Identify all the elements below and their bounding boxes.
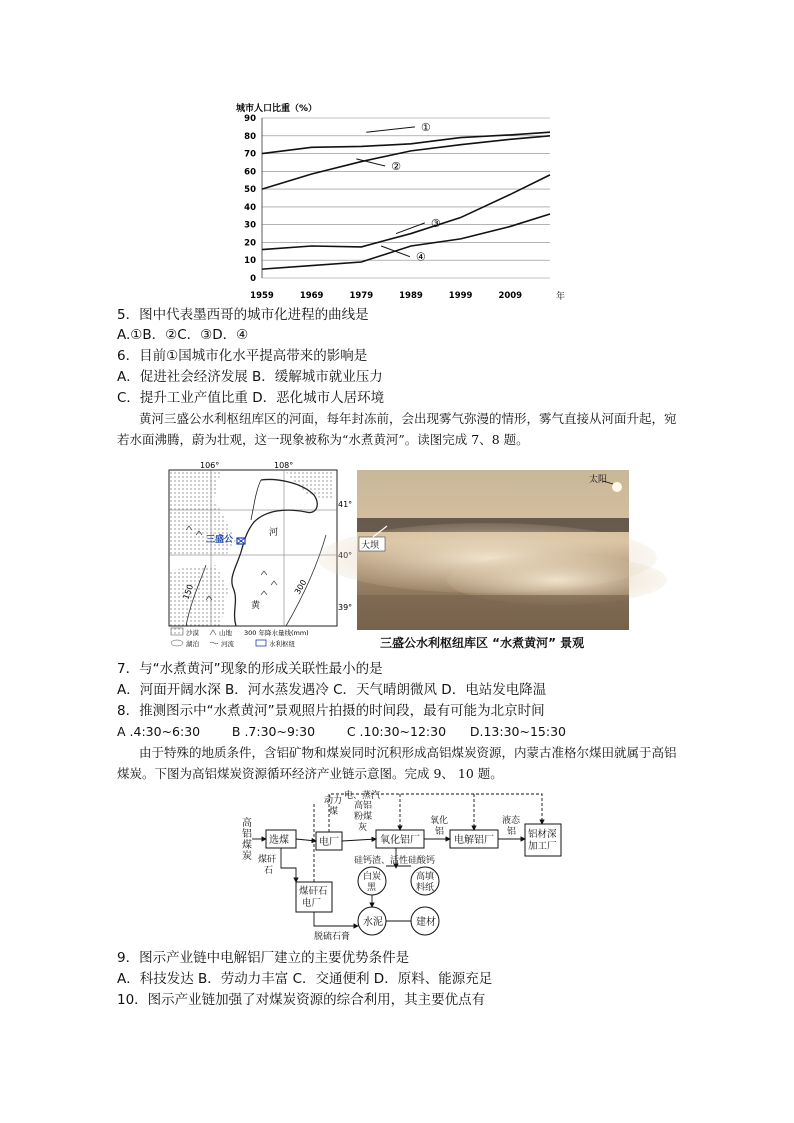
alumina-label: 氧化铝 <box>430 816 449 837</box>
gypsum-label: 脱硫石膏 <box>314 932 351 942</box>
y-tick-label: 70 <box>244 149 256 160</box>
svg-text:沙漠: 沙漠 <box>186 629 199 637</box>
steam-label: 电、蒸汽 <box>344 791 381 801</box>
q8-stem: 8．推测图示中“水煮黄河”景观照片拍摄的时间段，最有可能为北京时间 <box>117 703 545 719</box>
y-tick-label: 40 <box>244 202 256 213</box>
chart-ylabel: 城市人口比重（%） <box>236 104 318 114</box>
steaming-river-photo <box>357 470 629 630</box>
series-label: ③ <box>430 216 441 230</box>
y-tick-label: 90 <box>244 114 256 124</box>
photo-caption: 三盛公水利枢纽库区 “水煮黄河” 景观 <box>380 636 585 650</box>
svg-text:湖泊: 湖泊 <box>186 640 199 648</box>
series-line-3 <box>262 175 550 250</box>
x-tick-label: 1979 <box>349 291 374 301</box>
liquid-al-label: 液态铝 <box>502 816 521 837</box>
q5-options: A.①B．②C．③D．④ <box>117 327 249 343</box>
y-tick-label: 60 <box>244 167 256 178</box>
building-material-circle: 建材 <box>416 917 436 928</box>
alumina-plant-box: 氧化铝厂 <box>380 835 420 846</box>
series-pointer <box>366 127 415 132</box>
input-coal-label: 高铝煤炭 <box>242 818 252 862</box>
sun-icon <box>612 482 622 492</box>
q9-options: A．科技发达 B．劳动力丰富 C．交通便利 D．原料、能源充足 <box>117 971 493 987</box>
passage-yellow-river: 黄河三盛公水利枢纽库区的河面，每年封冻前，会出现雾气弥漫的情形，雾气直接从河面升起，宛若水面沸腾，蔚为壮观，这一现象被称为“水煮黄河”。读图完成 7、8 题。 <box>117 411 677 447</box>
lon-108: 108° <box>274 461 294 470</box>
isohyet-300: 300 <box>292 578 309 596</box>
q5-stem: 5．图中代表墨西哥的城市化进程的曲线是 <box>117 307 369 323</box>
q6-stem: 6．目前①国城市化水平提高带来的影响是 <box>117 348 368 364</box>
river-label-2: 黄 <box>251 601 261 611</box>
y-tick-labels <box>244 114 256 284</box>
x-tick-label: 1959 <box>250 291 274 301</box>
x-tick-label: 2009 <box>498 291 523 301</box>
gangue-label: 煤矸石 <box>258 855 277 876</box>
electrolysis-plant-box: 电解铝厂 <box>454 835 494 846</box>
dam-label: 三盛公 <box>206 535 234 545</box>
deep-processing-box: 铝材深加工厂 <box>528 829 557 852</box>
chart-series <box>262 132 550 269</box>
x-tick-label: 1969 <box>299 291 324 301</box>
power-coal-label: 动力煤 <box>324 796 343 817</box>
lat-39: 39° <box>338 603 353 612</box>
series-line-4 <box>262 214 550 269</box>
power-plant-box: 电厂 <box>319 837 339 848</box>
y-tick-label: 10 <box>244 256 256 267</box>
isohyet-150: 150 <box>181 583 196 601</box>
x-tick-label: 1989 <box>399 291 423 301</box>
series-label: ② <box>391 160 401 173</box>
svg-text:水利枢纽: 水利枢纽 <box>269 640 295 648</box>
chart-xlabel: 年 <box>556 292 566 302</box>
y-tick-label: 20 <box>244 238 256 249</box>
svg-text:河流: 河流 <box>221 640 234 648</box>
chart-grid <box>262 118 550 278</box>
sun-label: 太阳 <box>589 475 608 485</box>
q9-stem: 9．图示产业链中电解铝厂建立的主要优势条件是 <box>117 950 410 966</box>
y-tick-label: 50 <box>244 185 256 196</box>
desert-area <box>169 565 228 626</box>
lat-41: 41° <box>338 500 353 509</box>
q6-options-ab: A．促进社会经济发展 B．缓解城市就业压力 <box>117 369 383 385</box>
cement-circle: 水泥 <box>363 917 383 928</box>
series-line-1 <box>262 132 550 153</box>
carbon-black-circle: 白炭黑 <box>363 872 382 893</box>
series-label: ① <box>420 120 431 134</box>
filler-paper-circle: 高填料纸 <box>416 872 435 893</box>
svg-text:山地: 山地 <box>219 629 232 637</box>
q10-stem: 10．图示产业链加强了对煤炭资源的综合利用，其主要优点有 <box>117 992 486 1008</box>
select-coal-box: 选煤 <box>269 835 289 846</box>
svg-text:300 年降水量线(mm): 300 年降水量线(mm) <box>244 629 309 637</box>
y-tick-label: 0 <box>250 274 256 284</box>
series-label: ④ <box>415 250 426 264</box>
q7-stem: 7．与“水煮黄河”现象的形成关联性最小的是 <box>117 661 383 677</box>
q8-options: A .4:30~6:30 B .7:30~9:30 C .10:30~12:30 D.13:30~15:30 <box>117 724 566 739</box>
y-tick-label: 30 <box>244 220 256 231</box>
q6-options-cd: C．提升工业产值比重 D．恶化城市人居环境 <box>117 390 385 406</box>
x-tick-labels <box>250 291 522 301</box>
map-legend <box>171 628 309 648</box>
river-label: 河 <box>269 528 279 538</box>
x-tick-label: 1999 <box>448 291 473 301</box>
lon-106: 106° <box>200 461 220 470</box>
fly-ash-label: 高铝粉煤灰 <box>354 801 373 833</box>
coal-industry-flowchart <box>236 786 572 942</box>
dam-photo-label: 大坝 <box>361 541 380 551</box>
flow-arrows <box>252 839 525 926</box>
gangue-plant-box: 煤矸石电厂 <box>299 886 328 909</box>
urbanization-chart <box>222 100 582 305</box>
y-tick-label: 80 <box>244 131 256 142</box>
passage-coal: 由于特殊的地质条件，含铝矿物和煤炭同时沉积形成高铝煤炭资源，内蒙古准格尔煤田就属于高铝煤炭。下图为高铝煤炭资源循环经济产业链示意图。完成 9、 10 题。 <box>117 745 677 781</box>
q7-options: A．河面开阔水深 B．河水蒸发遇冷 C．天气晴朗微风 D．电站发电降温 <box>117 682 547 698</box>
byproducts-label: 硅钙渣、活性硅酸钙 <box>354 856 436 866</box>
